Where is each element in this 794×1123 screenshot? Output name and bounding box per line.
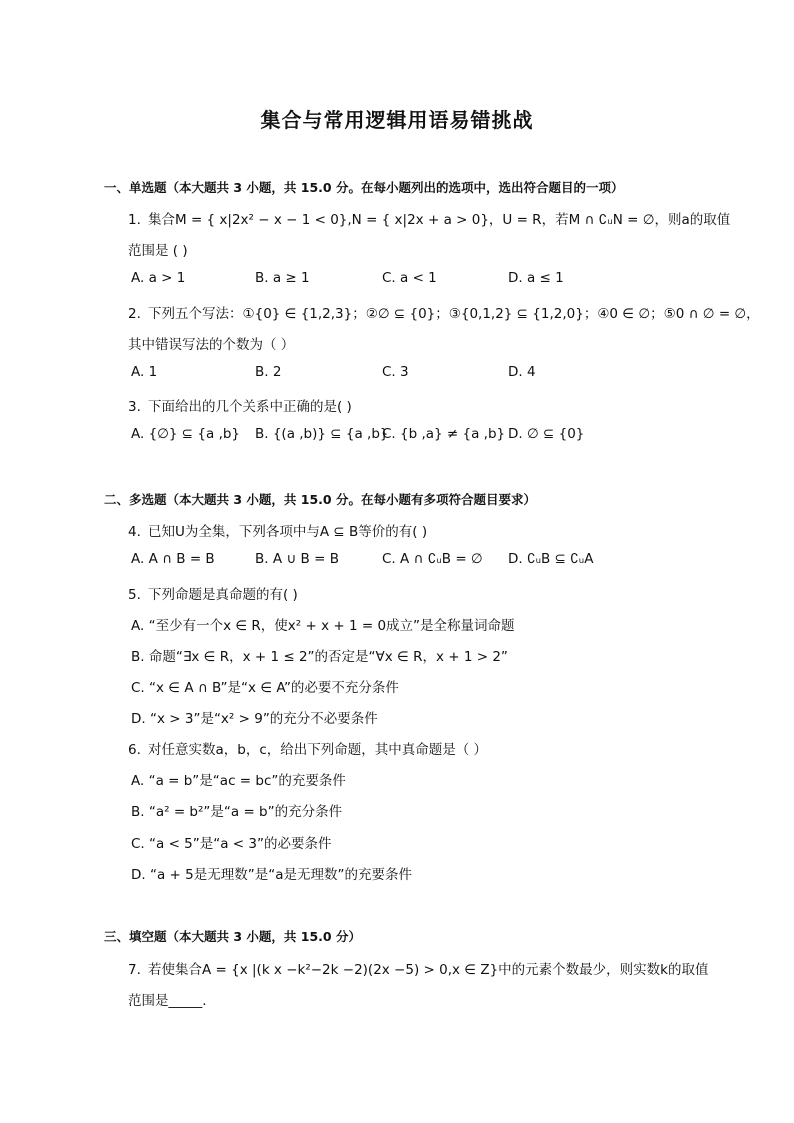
- question-number: 1.: [128, 212, 141, 228]
- question-3-options: [131, 426, 701, 446]
- option-b[interactable]: B. A ∪ B = B: [255, 551, 339, 567]
- question-number: 4.: [128, 524, 141, 540]
- option-a[interactable]: A. 1: [131, 364, 158, 380]
- option-c[interactable]: C. 3: [382, 364, 409, 380]
- question-6-option-d[interactable]: D. “a + 5是无理数”是“a是无理数”的充要条件: [131, 867, 412, 883]
- option-c[interactable]: C. {b ,a} ≠ {a ,b}: [382, 426, 506, 442]
- question-text: 集合M = { x|2x² − x − 1 < 0},N = { x|2x + a > 0}，U = R，若M ∩ ∁ᵤN = ∅，则a的取值: [148, 212, 731, 228]
- question-text: 下列五个写法：①{0} ∈ {1,2,3}；②∅ ⊆ {0}；③{0,1,2} ⊆ {1,2,0}；④0 ∈ ∅；⑤0 ∩ ∅ = ∅，: [148, 306, 760, 322]
- option-b[interactable]: B. 2: [255, 364, 282, 380]
- option-b[interactable]: B. {(a ,b)} ⊆ {a ,b}: [255, 426, 389, 442]
- section-heading-multiple-choice: 二、多选题（本大题共 3 小题，共 15.0 分。在每小题有多项符合题目要求）: [104, 492, 536, 507]
- page-title: 集合与常用逻辑用语易错挑战: [260, 108, 534, 132]
- section-heading-single-choice: 一、单选题（本大题共 3 小题，共 15.0 分。在每小题列出的选项中，选出符合题目的一项）: [104, 180, 624, 195]
- question-6-option-b[interactable]: B. “a² = b²”是“a = b”的充分条件: [131, 804, 343, 820]
- question-5-option-b[interactable]: B. 命题“∃x ∈ R，x + 1 ≤ 2”的否定是“∀x ∈ R，x + 1 > 2”: [131, 649, 508, 665]
- section-heading-fill-in: 三、填空题（本大题共 3 小题，共 15.0 分）: [104, 929, 361, 944]
- question-7-stem: [128, 958, 709, 978]
- question-6-option-c[interactable]: C. “a < 5”是“a < 3”的必要条件: [131, 836, 332, 852]
- question-text: 下面给出的几个关系中正确的是( ): [148, 399, 352, 415]
- question-2-stem-continued: 其中错误写法的个数为（ ）: [128, 337, 295, 353]
- option-a[interactable]: A. A ∩ B = B: [131, 551, 215, 567]
- question-5-stem: [128, 583, 698, 603]
- question-4-stem: [128, 520, 698, 540]
- option-d[interactable]: D. a ≤ 1: [508, 270, 564, 286]
- question-6-option-a[interactable]: A. “a = b”是“ac = bc”的充要条件: [131, 773, 346, 789]
- question-2-stem: [128, 302, 760, 322]
- question-5-option-c[interactable]: C. “x ∈ A ∩ B”是“x ∈ A”的必要不充分条件: [131, 680, 399, 696]
- question-number: 3.: [128, 399, 141, 415]
- option-d[interactable]: D. ∅ ⊆ {0}: [508, 426, 585, 442]
- question-3-stem: [128, 395, 698, 415]
- question-2-options: [131, 364, 701, 384]
- option-a[interactable]: A. a > 1: [131, 270, 186, 286]
- question-number: 7.: [128, 962, 141, 978]
- option-c[interactable]: C. a < 1: [382, 270, 437, 286]
- question-number: 2.: [128, 306, 141, 322]
- option-b[interactable]: B. a ≥ 1: [255, 270, 310, 286]
- question-text: 对任意实数a，b，c，给出下列命题，其中真命题是（ ）: [148, 742, 488, 758]
- option-a[interactable]: A. {∅} ⊆ {a ,b}: [131, 426, 241, 442]
- question-text: 已知U为全集，下列各项中与A ⊆ B等价的有( ): [148, 524, 428, 540]
- question-1-stem: [128, 208, 731, 228]
- question-1-stem-continued: 范围是 ( ): [128, 243, 188, 259]
- question-4-options: [131, 551, 701, 571]
- question-7-stem-continued[interactable]: 范围是_____.: [128, 993, 207, 1009]
- option-d[interactable]: D. ∁ᵤB ⊆ ∁ᵤA: [508, 551, 594, 567]
- question-number: 5.: [128, 587, 141, 603]
- question-1-options: [131, 270, 701, 290]
- question-6-stem: [128, 738, 698, 758]
- question-5-option-d[interactable]: D. “x > 3”是“x² > 9”的充分不必要条件: [131, 711, 378, 727]
- question-number: 6.: [128, 742, 141, 758]
- question-text: 下列命题是真命题的有( ): [148, 587, 298, 603]
- question-5-option-a[interactable]: A. “至少有一个x ∈ R，使x² + x + 1 = 0成立”是全称量词命题: [131, 618, 515, 634]
- question-text: 若使集合A = {x |(k x −k²−2k −2)(2x −5) > 0,x ∈ Z}中的元素个数最少，则实数k的取值: [148, 962, 709, 978]
- option-d[interactable]: D. 4: [508, 364, 536, 380]
- option-c[interactable]: C. A ∩ ∁ᵤB = ∅: [382, 551, 483, 567]
